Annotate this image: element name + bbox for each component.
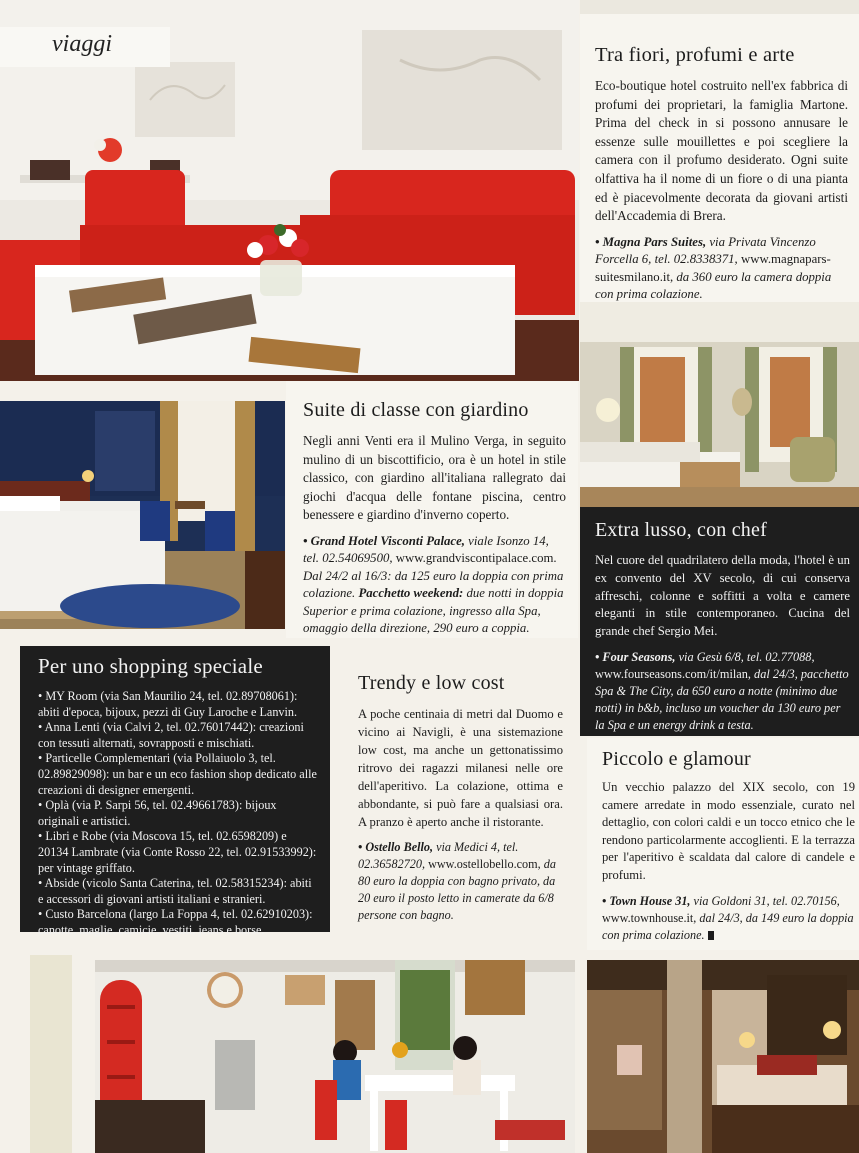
- photo-visconti-bedroom: [0, 401, 285, 629]
- article-suite-price: Dal 24/2 al 16/3: da 125 euro la doppia con prima colazione.: [303, 568, 564, 601]
- article-suite-weekend-label: Pacchetto weekend:: [358, 586, 464, 601]
- article-suite-details: viale Isonzo 14, tel. 02.54069500,: [303, 533, 549, 566]
- bottom-left-strip: [30, 955, 72, 1153]
- shopping-item: • Custo Barcelona (largo La Foppa 4, tel. 02.62910203): canotte, maglie, camicie, vestiti, jeans e borse.: [38, 907, 313, 937]
- shopping-item: • Oplà (via P. Sarpi 56, tel. 02.49661783): bijoux originali e artistici.: [38, 798, 277, 828]
- article-fiori-name: • Magna Pars Suites,: [595, 234, 707, 249]
- article-piccolo: [587, 738, 859, 950]
- top-strip: [580, 0, 859, 14]
- article-piccolo-body: Un vecchio palazzo del XIX secolo, con 19 camere arredate in modo essenziale, curato nel dettaglio, con colori caldi e un tocco etnico che le rendono particolarmente accoglienti. E la terrazza per l'aperitivo è scaldata dal calore di candele e profumi.: [602, 780, 855, 882]
- article-trendy-details: via Medici 4, tel. 02.36582720,: [358, 840, 519, 871]
- article-trendy-info: [358, 839, 563, 924]
- article-trendy-price: da 80 euro la doppia con bagno privato, da 20 euro il posto letto in camerate da 6/8 persone con bagno.: [358, 857, 556, 922]
- article-piccolo-web: www.townhouse.it,: [602, 910, 697, 925]
- article-suite-title: Suite di classe con giardino: [303, 399, 529, 421]
- article-lusso-title: Extra lusso, con chef: [595, 519, 767, 541]
- article-suite: [286, 381, 578, 638]
- article-piccolo-title: Piccolo e glamour: [602, 748, 751, 770]
- article-trendy-body: A poche centinaia di metri dal Duomo e vicino ai Navigli, è una sistemazione low cost, ma anche un gettonatissimo ritrovo dei ragazzi milanesi nelle ore dell'aperitivo. La colazione, ottima e abbondante, si può fare a qualsiasi ora. A pranzo è aperto anche il ristorante.: [358, 707, 563, 829]
- article-piccolo-price: dal 24/3, da 149 euro la doppia con prima colazione.: [602, 910, 854, 942]
- suite-room-illustration: [580, 302, 859, 507]
- article-suite-web: www.grandviscontipalace.com.: [395, 551, 557, 566]
- article-trendy-name: • Ostello Bello,: [358, 840, 434, 854]
- shopping-item: • Libri e Robe (via Moscova 15, tel. 02.6598209) e 20134 Lambrate (via Conte Rosso 22, tel. 02.91533992): per vintage griffato.: [38, 829, 317, 875]
- article-fiori: [580, 0, 859, 302]
- article-lusso-info: [595, 649, 850, 734]
- shopping-list: [38, 689, 320, 939]
- article-trendy-title: Trendy e low cost: [358, 672, 505, 694]
- article-lusso-body: Nel cuore del quadrilatero della moda, l'hotel è un ex convento del XV secolo, di cui conserva affreschi, colonne e soffitti a volta e camere eleganti in stile contemporaneo. Cucina del grande chef Sergio Mei.: [595, 553, 850, 639]
- article-lusso-details: via Gesù 6/8, tel. 02.77088,: [678, 649, 815, 664]
- article-trendy: [340, 660, 572, 945]
- shopping-item: • MY Room (via San Maurilio 24, tel. 02.89708061): abiti d'epoca, bijoux, pezzi di Guy Laroche e Lanvin.: [38, 689, 298, 719]
- photo-townhouse-bedroom: [587, 960, 859, 1153]
- visconti-room-illustration: [0, 401, 285, 629]
- shopping-box: [20, 646, 330, 937]
- article-fiori-price: da 360 euro la camera doppia con prima colazione.: [595, 269, 832, 302]
- photo-ostello-kitchen: [95, 960, 575, 1153]
- shopping-item: • Particelle Complementari (via Pollaiuolo 3, tel. 02.89829098): un bar e un eco fashion shop dedicato alle creazioni di designer emergenti.: [38, 751, 317, 797]
- article-suite-name: • Grand Hotel Visconti Palace,: [303, 533, 465, 548]
- article-lusso-web: www.fourseasons.com/it/milan,: [595, 666, 751, 681]
- article-suite-body: Negli anni Venti era il Mulino Verga, in seguito mulino di un biscottificio, ora è un hotel in stile classico, con giardino all'italiana rallegrato dai giochi d'acqua delle fontane piscina, centro benessere e giardino d'inverno coperto.: [303, 433, 566, 523]
- article-fiori-title: Tra fiori, profumi e arte: [595, 44, 795, 66]
- article-fiori-info: [595, 234, 848, 304]
- shopping-item: • Anna Lenti (via Calvi 2, tel. 02.76017442): creazioni con tessuti alternati, sovrapposti e mischiati.: [38, 720, 304, 750]
- article-fiori-body: Eco-boutique hotel costruito nell'ex fabbrica di profumi dei proprietari, la famiglia Martone. Prima del check in si possono annusare le essenze sulle mouillettes e poi scegliere la camera con il profumo desiderato. Ogni suite olfattiva ha il nome di un fiore o di una pianta ed è piacevolmente decorata da giovani artisti dell'Accademia di Brera.: [595, 78, 848, 224]
- article-suite-info: [303, 533, 566, 638]
- townhouse-room-illustration: [587, 960, 859, 1153]
- article-suite-weekend: due notti in doppia Superior e prima colazione, ingresso alla Spa, omaggio della direzione, 290 euro a coppia.: [303, 586, 564, 636]
- article-lusso: [580, 507, 859, 736]
- article-lusso-price: dal 24/3, pacchetto Spa & The City, da 650 euro a notte (minimo due notti) in b&b, incluso un voucher da 130 euro per la Spa e un energy drink a testa.: [595, 666, 849, 732]
- article-piccolo-details: via Goldoni 31, tel. 02.70156,: [693, 893, 840, 908]
- hostel-kitchen-illustration: [95, 960, 575, 1153]
- article-piccolo-name: • Town House 31,: [602, 893, 691, 908]
- shopping-title: Per uno shopping speciale: [38, 654, 263, 678]
- article-piccolo-info: [602, 893, 855, 944]
- section-tag: viaggi: [52, 31, 112, 57]
- article-trendy-web: www.ostellobello.com,: [428, 857, 541, 871]
- article-lusso-name: • Four Seasons,: [595, 649, 676, 664]
- article-fiori-details: via Privata Vincenzo Forcella 6, tel. 02.8338371,: [595, 234, 816, 267]
- article-fiori-web: www.magnapars-suitesmilano.it,: [595, 252, 831, 284]
- shopping-item: • Abside (vicolo Santa Caterina, tel. 02.58315234): abiti e accessori di giovani artisti italiani e stranieri.: [38, 876, 312, 906]
- photo-magna-pars-suite: [580, 302, 859, 507]
- end-mark-icon: [708, 931, 714, 940]
